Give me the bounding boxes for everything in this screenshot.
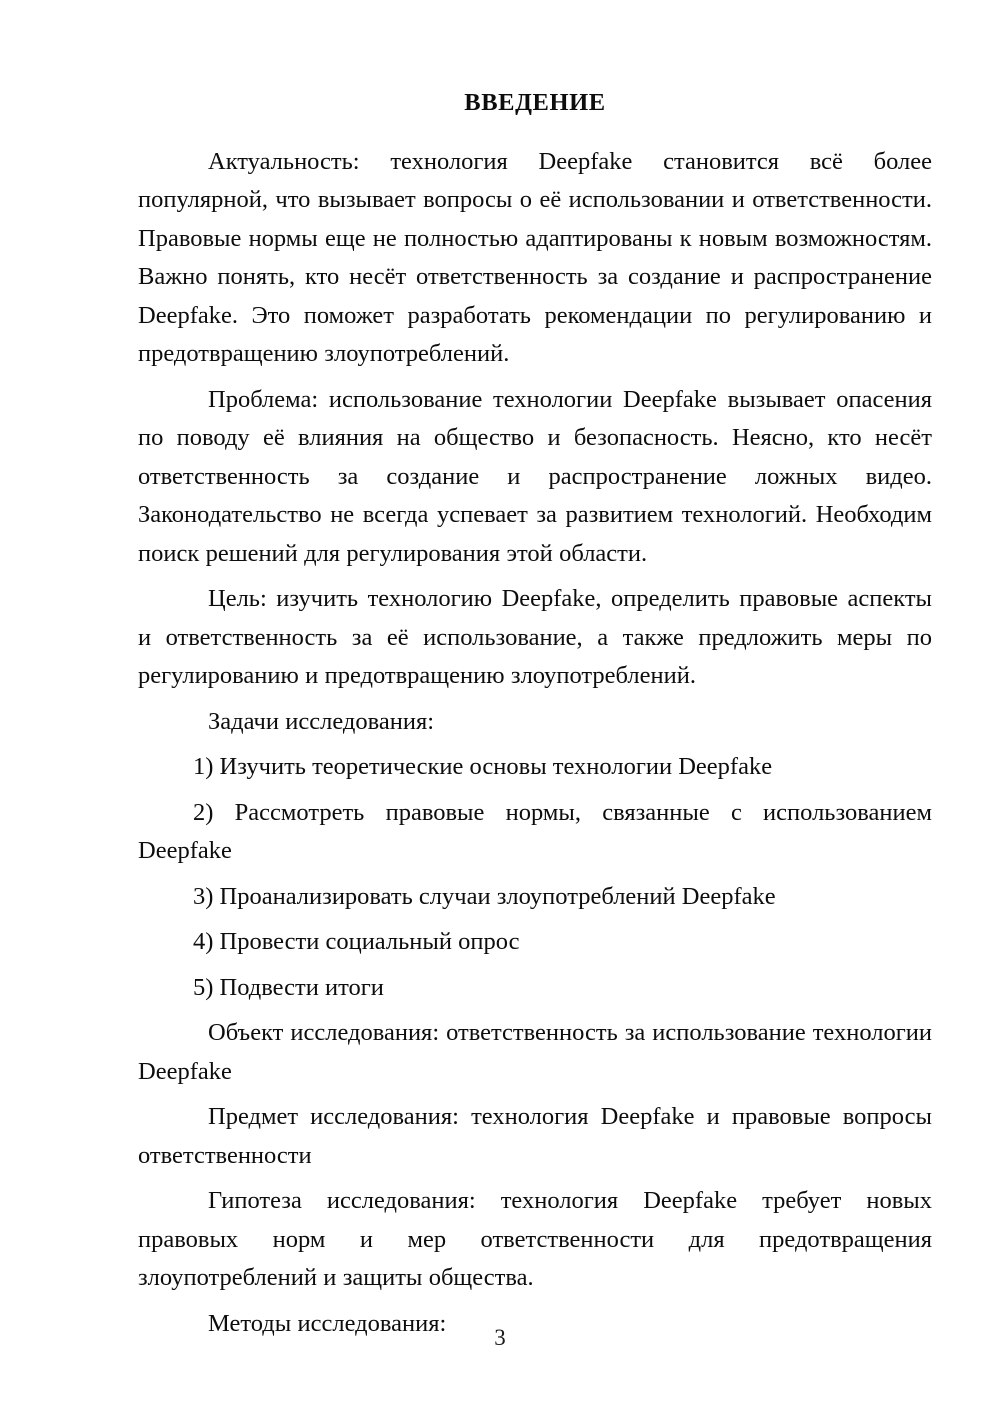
paragraph-subject: Предмет исследования: технология Deepfake и правовые вопросы ответственности — [138, 1103, 932, 1169]
page-number: 3 — [494, 1325, 506, 1350]
page-title: ВВЕДЕНИЕ — [464, 89, 606, 116]
paragraph-object: Объект исследования: ответственность за использование технологии Deepfake — [138, 1019, 932, 1085]
methods-heading: Методы исследования: — [208, 1309, 447, 1337]
paragraph-hypothesis: Гипотеза исследования: технология Deepfake требует новых правовых норм и мер ответственности для предотвращения злоупотреблений и защиты общества. — [138, 1187, 932, 1292]
task-list-item-4: 4) Провести социальный опрос — [193, 928, 520, 956]
task-list-item-3: 3) Проанализировать случаи злоупотреблений Deepfake — [193, 882, 776, 910]
task-list-item-2: 2) Рассмотреть правовые нормы, связанные с использованием Deepfake — [138, 798, 932, 865]
task-list-item-1: 1) Изучить теоретические основы технологии Deepfake — [193, 753, 773, 781]
task-list-item-5: 5) Подвести итоги — [193, 973, 384, 1001]
paragraph-relevance: Актуальность: технология Deepfake становится всё более популярной, что вызывает вопросы о её использовании и ответственности. Правовые нормы еще не полностью адаптированы к новым возможностям. Важно понять, кто несёт ответственность за создание и распространение Deepfake. Это поможет разработать рекомендации по регулированию и предотвращению злоупотреблений. — [138, 147, 932, 368]
page-content — [138, 88, 932, 1350]
paragraph-problem: Проблема: использование технологии Deepfake вызывает опасения по поводу её влияния на общество и безопасность. Неясно, кто несёт ответственность за создание и распространение ложных видео. Законодательство не всегда успевает за развитием технологий. Необходим поиск решений для регулирования этой области. — [138, 385, 932, 567]
tasks-heading: Задачи исследования: — [208, 707, 435, 735]
paragraph-goal: Цель: изучить технологию Deepfake, определить правовые аспекты и ответственность за её использование, а также предложить меры по регулированию и предотвращению злоупотреблений. — [138, 585, 932, 690]
